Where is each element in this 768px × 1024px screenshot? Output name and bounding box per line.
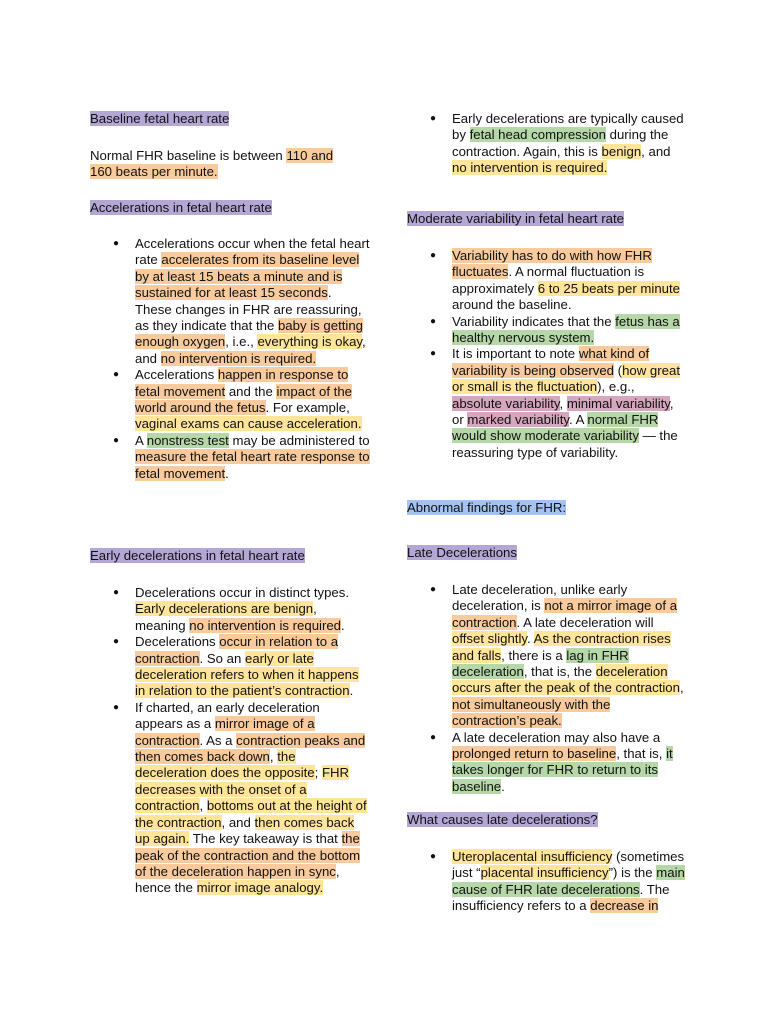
heading-moderate-variability: Moderate variability in fetal heart rate xyxy=(407,211,624,226)
baseline-paragraph: Normal FHR baseline is between 110 and 160 beats per minute. xyxy=(90,148,334,180)
heading-late-deceleration-causes: What causes late decelerations? xyxy=(407,812,598,827)
early-decelerations-continued-list xyxy=(407,111,687,177)
list-item: ● Early decelerations are typically caused by fetal head compression during the contraction. Again, this is benign, and no intervention is required. xyxy=(407,111,687,177)
early-decelerations-list xyxy=(90,585,370,897)
variability-list xyxy=(407,248,687,461)
heading-baseline: Baseline fetal heart rate xyxy=(90,111,230,126)
heading-late-decelerations: Late Decelerations xyxy=(407,545,517,560)
heading-early-decelerations: Early decelerations in fetal heart rate xyxy=(90,548,305,563)
list-item: ● It is important to note what kind of variability is being observed (how great or small is the fluctuation), e.g., absolute variability, minimal variability, or marked variability. A normal FHR would show moderate variability — the reassuring type of variability. xyxy=(407,346,687,461)
list-item: ● Accelerations happen in response to fetal movement and the impact of the world around the fetus. For example, vaginal exams can cause acceleration. xyxy=(90,367,370,433)
list-item: ● Uteroplacental insufficiency (sometimes just “placental insufficiency”) is the main cause of FHR late decelerations. The insufficiency refers to a decrease in xyxy=(407,849,687,915)
late-decelerations-list xyxy=(407,582,687,795)
heading-abnormal-findings: Abnormal findings for FHR: xyxy=(407,500,567,515)
list-item: ● Decelerations occur in relation to a contraction. So an early or late deceleration refers to when it happens in relation to the patient’s contraction. xyxy=(90,634,370,700)
list-item: ● Accelerations occur when the fetal heart rate accelerates from its baseline level by at least 15 beats a minute and is sustained for at least 15 seconds. These changes in FHR are reassuring, as they indicate that the baby is getting enough oxygen, i.e., everything is okay, and no intervention is required. xyxy=(90,236,370,367)
list-item: ● If charted, an early deceleration appears as a mirror image of a contraction. As a contraction peaks and then comes back down, the deceleration does the opposite; FHR decreases with the onset of a contraction, bottoms out at the height of the contraction, and then comes back up again. The key takeaway is that the peak of the contraction and the bottom of the deceleration happen in sync, hence the mirror image analogy. xyxy=(90,700,370,897)
causes-list xyxy=(407,849,687,915)
list-item: ● Variability indicates that the fetus has a healthy nervous system. xyxy=(407,314,687,347)
heading-accelerations: Accelerations in fetal heart rate xyxy=(90,200,272,215)
list-item: ● Variability has to do with how FHR fluctuates. A normal fluctuation is approximately 6 to 25 beats per minute around the baseline. xyxy=(407,248,687,314)
accelerations-list xyxy=(90,236,370,482)
list-item: ● A nonstress test may be administered to measure the fetal heart rate response to fetal movement. xyxy=(90,433,370,482)
list-item: ● Late deceleration, unlike early deceleration, is not a mirror image of a contraction. A late deceleration will offset slightly. As the contraction rises and falls, there is a lag in FHR deceleration, that is, the deceleration occurs after the peak of the contraction, not simultaneously with the contraction’s peak. xyxy=(407,582,687,730)
list-item: ● A late deceleration may also have a prolonged return to baseline, that is, it takes longer for FHR to return to its baseline. xyxy=(407,730,687,796)
list-item: ● Decelerations occur in distinct types. Early decelerations are benign, meaning no intervention is required. xyxy=(90,585,370,634)
